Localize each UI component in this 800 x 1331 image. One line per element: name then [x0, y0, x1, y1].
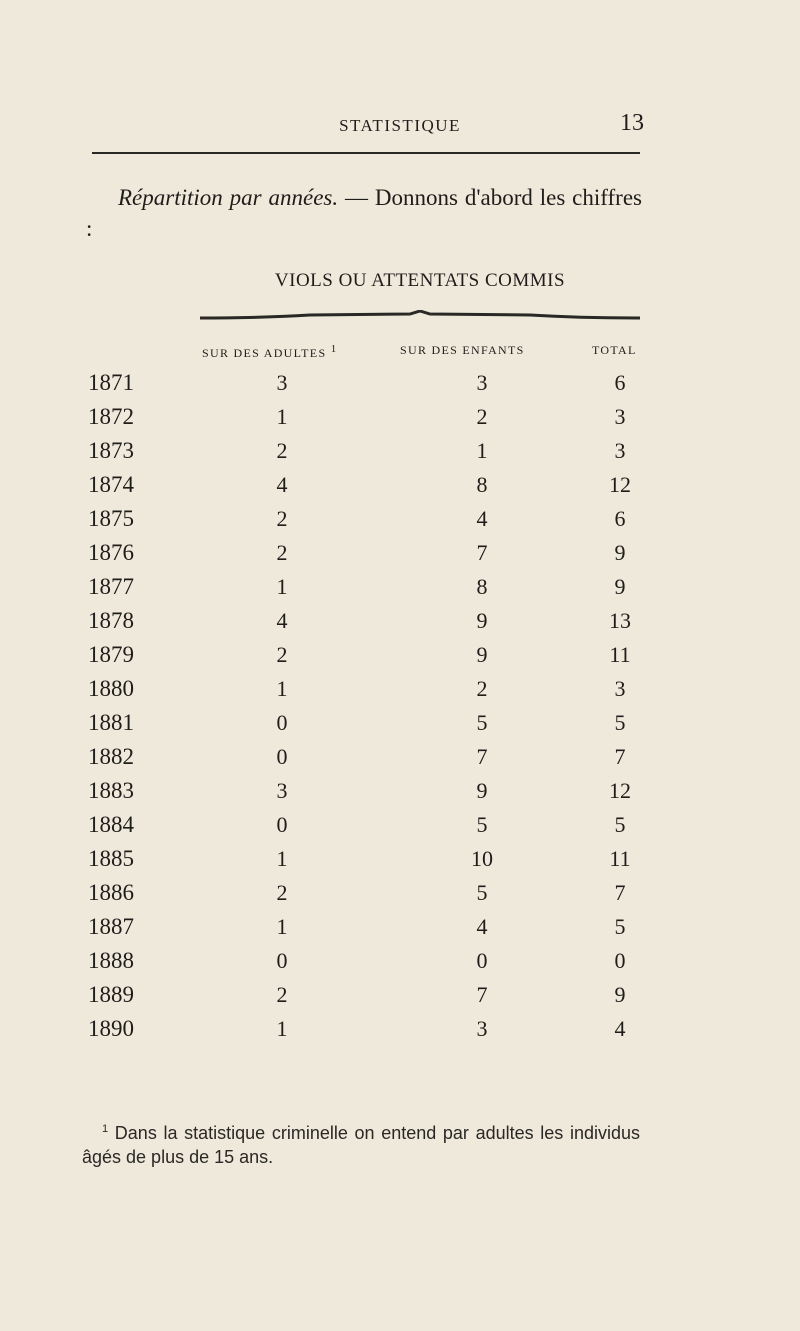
- column-header-total: TOTAL: [592, 343, 637, 357]
- adultes-cell: 2: [276, 540, 288, 565]
- table-row: [0, 472, 800, 506]
- column-header-enfants: SUR DES ENFANTS: [400, 343, 525, 357]
- header-rule: [92, 152, 640, 154]
- year-cell: 1885: [88, 846, 134, 871]
- total-cell: 3: [614, 676, 626, 701]
- total-cell: 6: [614, 370, 626, 395]
- year-cell: 1871: [88, 370, 134, 395]
- enfants-cell: 5: [476, 812, 488, 837]
- running-header: STATISTIQUE: [339, 116, 461, 135]
- table-row: [0, 574, 800, 608]
- enfants-cell: 9: [476, 642, 488, 667]
- enfants-cell: 3: [476, 1016, 488, 1041]
- table-brace-rule: [200, 310, 640, 320]
- enfants-cell: 0: [476, 948, 488, 973]
- column-header-adultes: SUR DES ADULTES $^1$: [202, 343, 338, 360]
- table-row: [0, 506, 800, 540]
- adultes-cell: 4: [276, 608, 288, 633]
- adultes-cell: 2: [276, 506, 288, 531]
- adultes-cell: 1: [276, 846, 288, 871]
- enfants-cell: 2: [476, 404, 488, 429]
- year-cell: 1881: [88, 710, 134, 735]
- year-cell: 1873: [88, 438, 134, 463]
- table-row: [0, 404, 800, 438]
- total-cell: 5: [614, 710, 626, 735]
- enfants-cell: 4: [476, 506, 488, 531]
- adultes-cell: 2: [276, 880, 288, 905]
- enfants-cell: 7: [476, 982, 488, 1007]
- enfants-cell: 3: [476, 370, 488, 395]
- table-row: [0, 642, 800, 676]
- table-row: [0, 1016, 800, 1050]
- total-cell: 12: [609, 778, 631, 803]
- total-cell: 5: [614, 812, 626, 837]
- adultes-cell: 1: [276, 574, 288, 599]
- year-cell: 1888: [88, 948, 134, 973]
- adultes-cell: 1: [276, 1016, 288, 1041]
- table-row: [0, 948, 800, 982]
- year-cell: 1887: [88, 914, 134, 939]
- year-cell: 1872: [88, 404, 134, 429]
- table-title: VIOLS OU ATTENTATS COMMIS: [274, 270, 566, 291]
- year-cell: 1886: [88, 880, 134, 905]
- enfants-cell: 7: [476, 744, 488, 769]
- year-cell: 1879: [88, 642, 134, 667]
- adultes-cell: 0: [276, 948, 288, 973]
- table-row: [0, 778, 800, 812]
- total-cell: 9: [614, 574, 626, 599]
- year-cell: 1874: [88, 472, 134, 497]
- table-row: [0, 710, 800, 744]
- table-row: [0, 982, 800, 1016]
- adultes-cell: 2: [276, 982, 288, 1007]
- footnote-marker: 1: [102, 1123, 109, 1135]
- total-cell: 9: [614, 540, 626, 565]
- year-cell: 1875: [88, 506, 134, 531]
- total-cell: 7: [614, 744, 626, 769]
- table-row: [0, 540, 800, 574]
- adultes-cell: 2: [276, 438, 288, 463]
- table-row: [0, 812, 800, 846]
- total-cell: 11: [609, 846, 631, 871]
- table-row: [0, 608, 800, 642]
- enfants-cell: 10: [471, 846, 493, 871]
- year-cell: 1880: [88, 676, 134, 701]
- total-cell: 5: [614, 914, 626, 939]
- enfants-cell: 5: [476, 710, 488, 735]
- table-row: [0, 880, 800, 914]
- year-cell: 1883: [88, 778, 134, 803]
- adultes-cell: 1: [276, 914, 288, 939]
- adultes-cell: 0: [276, 744, 288, 769]
- enfants-cell: 2: [476, 676, 488, 701]
- year-cell: 1884: [88, 812, 134, 837]
- total-cell: 11: [609, 642, 631, 667]
- total-cell: 4: [614, 1016, 626, 1041]
- table-row: [0, 744, 800, 778]
- year-cell: 1882: [88, 744, 134, 769]
- total-cell: 3: [614, 438, 626, 463]
- total-cell: 6: [614, 506, 626, 531]
- enfants-cell: 8: [476, 472, 488, 497]
- footnote: [82, 1117, 640, 1169]
- table-row: [0, 846, 800, 880]
- page-number: 13: [620, 110, 644, 136]
- adultes-cell: 4: [276, 472, 288, 497]
- adultes-cell: 3: [276, 370, 288, 395]
- year-cell: 1889: [88, 982, 134, 1007]
- enfants-cell: 8: [476, 574, 488, 599]
- enfants-cell: 7: [476, 540, 488, 565]
- total-cell: 12: [609, 472, 631, 497]
- year-cell: 1878: [88, 608, 134, 633]
- footnote-text: Dans la statistique criminelle on entend par adultes les individus âgés de plus de 15 ans.: [82, 1123, 640, 1167]
- year-cell: 1890: [88, 1016, 134, 1041]
- enfants-cell: 1: [476, 438, 488, 463]
- intro-text: — Donnons d'abord les chiffres :: [86, 185, 642, 241]
- enfants-cell: 9: [476, 608, 488, 633]
- enfants-cell: 5: [476, 880, 488, 905]
- adultes-cell: 1: [276, 676, 288, 701]
- year-cell: 1876: [88, 540, 134, 565]
- section-lead: Répartition par années.: [118, 185, 339, 210]
- year-cell: 1877: [88, 574, 134, 599]
- table-row: [0, 438, 800, 472]
- enfants-cell: 9: [476, 778, 488, 803]
- total-cell: 3: [614, 404, 626, 429]
- table-row: [0, 676, 800, 710]
- total-cell: 0: [614, 948, 626, 973]
- adultes-cell: 2: [276, 642, 288, 667]
- intro-paragraph: [86, 182, 642, 244]
- adultes-cell: 1: [276, 404, 288, 429]
- adultes-cell: 3: [276, 778, 288, 803]
- enfants-cell: 4: [476, 914, 488, 939]
- adultes-cell: 0: [276, 710, 288, 735]
- total-cell: 7: [614, 880, 626, 905]
- total-cell: 9: [614, 982, 626, 1007]
- table-row: [0, 914, 800, 948]
- table-row: [0, 370, 800, 404]
- total-cell: 13: [609, 608, 631, 633]
- adultes-cell: 0: [276, 812, 288, 837]
